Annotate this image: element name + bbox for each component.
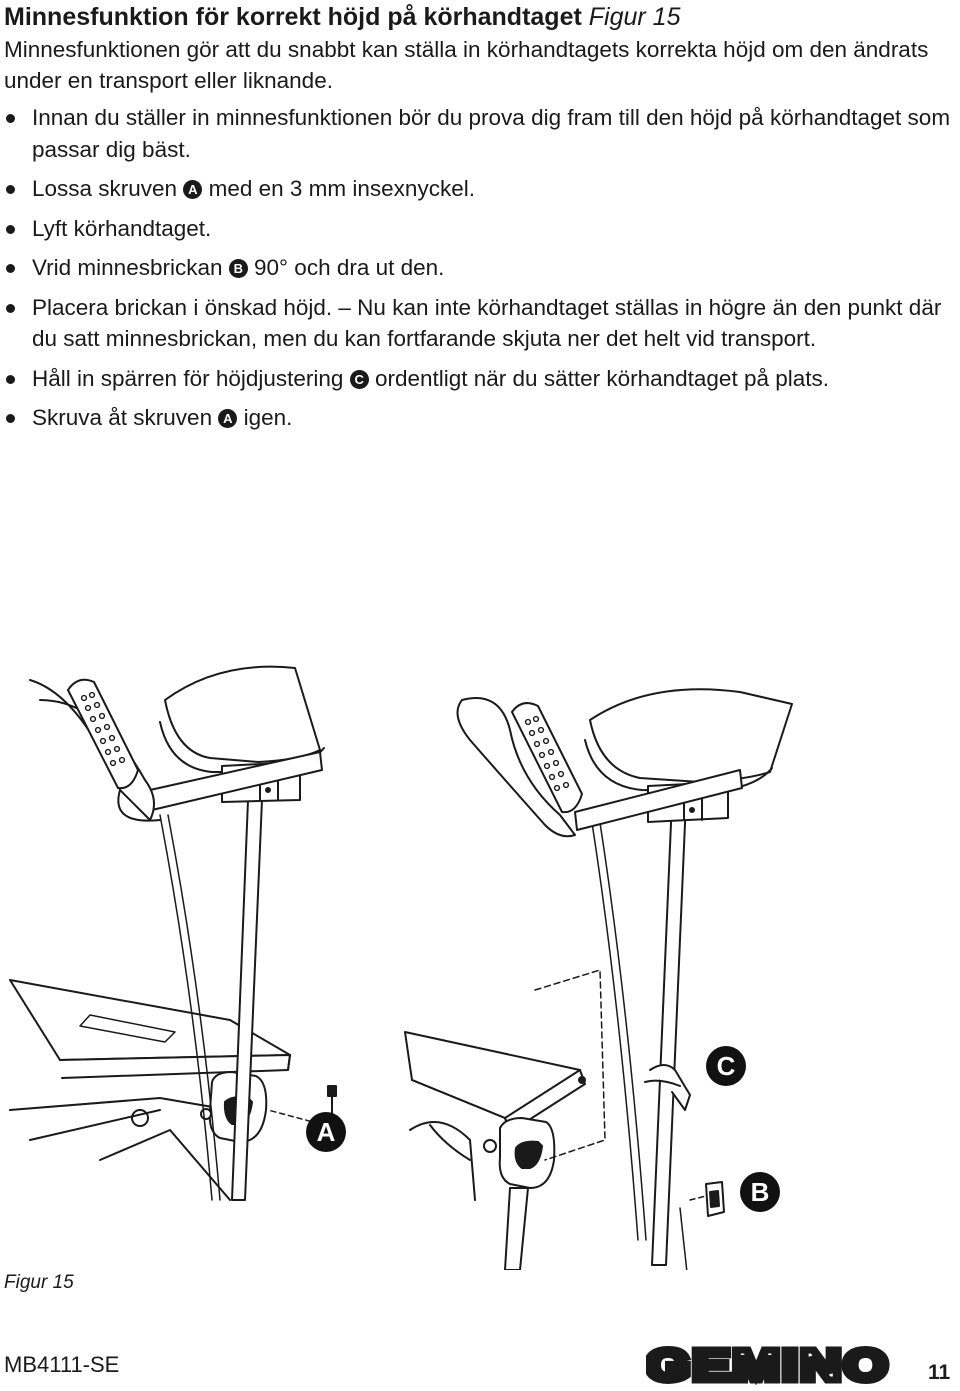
rollator-handle-drawing (0, 640, 960, 1270)
step-3: Lyft körhandtaget. (0, 213, 952, 245)
callout-b: B (740, 1172, 780, 1212)
section-heading (4, 2, 954, 32)
gemino-logo-text: GEMINO (646, 1345, 890, 1385)
callout-a: A (306, 1112, 346, 1152)
step-7: Skruva åt skruven A igen. (0, 402, 952, 434)
marker-c-icon: C (350, 370, 369, 389)
step-5: Placera brickan i önskad höjd. – Nu kan inte körhandtaget ställas in högre än den punkt där du satt minnesbrickan, men du kan fortfarande skjuta ner det helt vid transport. (0, 292, 952, 355)
callout-c: C (706, 1046, 746, 1086)
step-2: Lossa skruven A med en 3 mm insexnyckel. (0, 173, 952, 205)
marker-a-icon: A (183, 180, 202, 199)
marker-a-icon: A (218, 409, 237, 428)
page-number: 11 (928, 1361, 951, 1384)
step-6: Håll in spärren för höjdjustering C ordentligt när du sätter körhandtaget på plats. (0, 363, 952, 395)
step-4: Vrid minnesbrickan B 90° och dra ut den. (0, 252, 952, 284)
document-number: MB4111-SE (4, 1352, 120, 1377)
instruction-list (0, 102, 952, 442)
gemino-logo-icon (646, 1345, 894, 1385)
figure-illustration (0, 640, 960, 1270)
marker-b-icon: B (229, 259, 248, 278)
figure-caption: Figur 15 (4, 1272, 74, 1293)
intro-paragraph: Minnesfunktionen gör att du snabbt kan ställa in körhandtagets korrekta höjd om den ändrats under en transport eller liknande. (4, 37, 929, 93)
gemino-logo (646, 1345, 894, 1390)
step-1: Innan du ställer in minnesfunktionen bör du prova dig fram till den höjd på körhandtaget som passar dig bäst. (0, 102, 952, 165)
heading-title: Minnesfunktion för korrekt höjd på körhandtaget (4, 3, 582, 31)
heading-figure-ref: Figur 15 (588, 3, 681, 31)
